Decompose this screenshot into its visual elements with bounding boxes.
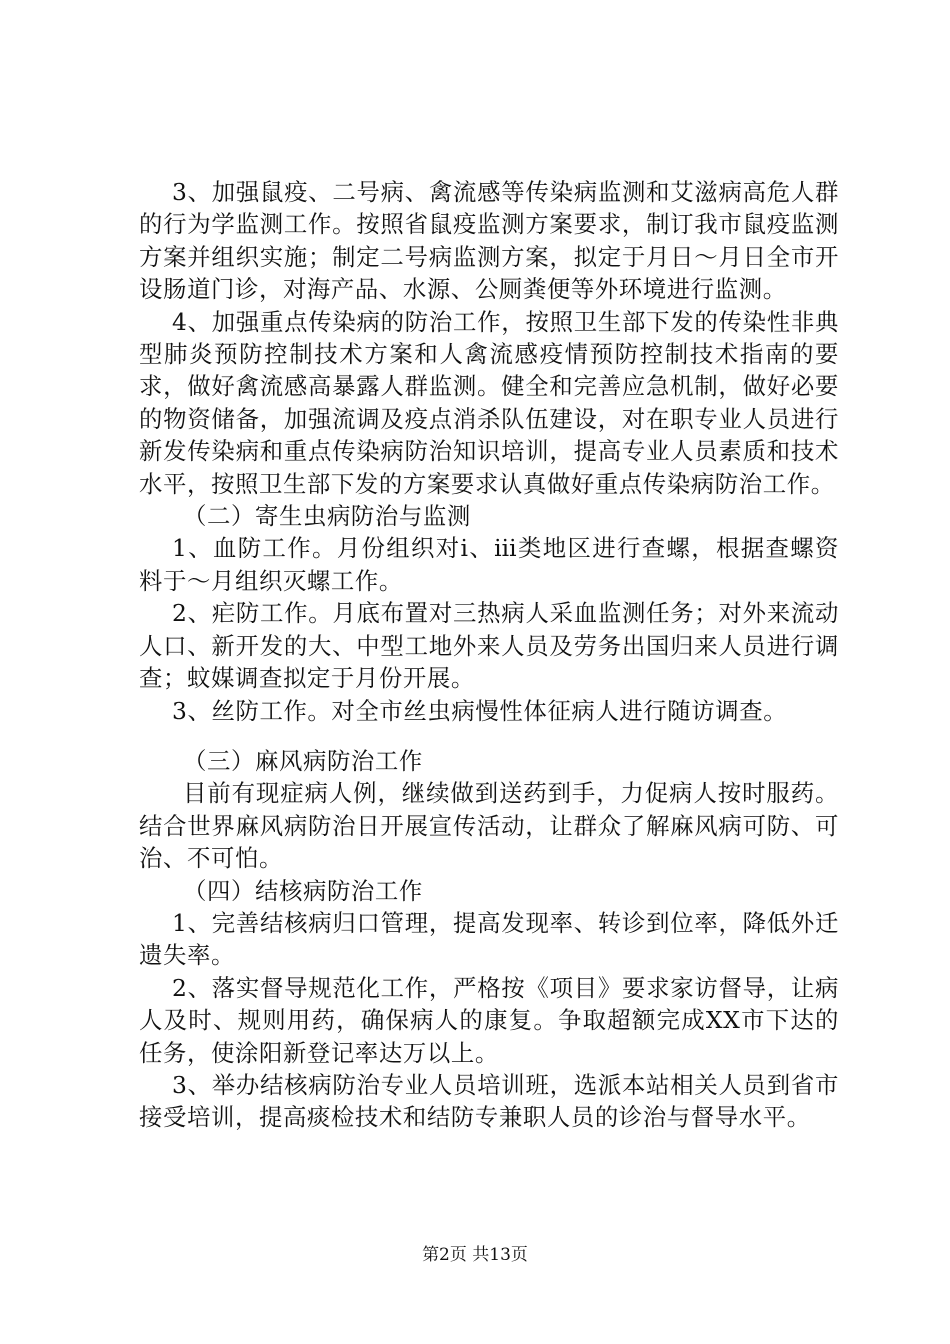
paragraph-leprosy: 目前有现症病人例，继续做到送药到手，力促病人按时服药。结合世界麻风病防治日开展宣传活动，让群众了解麻风病可防、可治、不可怕。 — [139, 779, 839, 873]
paragraph-malaria: 2、疟防工作。月底布置对三热病人采血监测任务；对外来流动人口、新开发的大、中型工地外来人员及劳务出国归来人员进行调查；蚊媒调查拟定于月份开展。 — [139, 599, 839, 693]
page-number-footer: 第2页 共13页 — [422, 1245, 528, 1265]
paragraph-tb-training: 3、举办结核病防治专业人员培训班，选派本站相关人员到省市接受培训，提高痰检技术和结防专兼职人员的诊治与督导水平。 — [139, 1070, 839, 1132]
paragraph-tb-management: 1、完善结核病归口管理，提高发现率、转诊到位率，降低外迁遗失率。 — [139, 908, 839, 970]
paragraph-surveillance: 3、加强鼠疫、二号病、禽流感等传染病监测和艾滋病高危人群的行为学监测工作。按照省鼠疫监测方案要求，制订我市鼠疫监测方案并组织实施；制定二号病监测方案，拟定于月日～月日全市开设肠道门诊，对海产品、水源、公厕粪便等外环境进行监测。 — [139, 178, 839, 304]
paragraph-schistosomiasis: 1、血防工作。月份组织对ⅰ、ⅲ类地区进行查螺，根据查螺资料于～月组织灭螺工作。 — [139, 534, 839, 595]
paragraph-filariasis: 3、丝防工作。对全市丝虫病慢性体征病人进行随访调查。 — [172, 696, 788, 725]
document-body — [139, 176, 839, 1134]
section-heading-tuberculosis: （四）结核病防治工作 — [183, 876, 423, 905]
paragraph-tb-supervision: 2、落实督导规范化工作，严格按《项目》要求家访督导，让病人及时、规则用药，确保病人的康复。争取超额完成XX市下达的任务，使涂阳新登记率达万以上。 — [139, 973, 839, 1067]
blank-line — [139, 727, 839, 745]
section-heading-parasitic: （二）寄生虫病防治与监测 — [183, 502, 471, 531]
section-heading-leprosy: （三）麻风病防治工作 — [183, 746, 423, 775]
paragraph-key-diseases: 4、加强重点传染病的防治工作，按照卫生部下发的传染性非典型肺炎预防控制技术方案和人禽流感疫情预防控制技术指南的要求，做好禽流感高暴露人群监测。健全和完善应急机制，做好必要的物资储备，加强流调及疫点消杀队伍建设，对在职专业人员进行新发传染病和重点传染病防治知识培训，提高专业人员素质和技术水平，按照卫生部下发的方案要求认真做好重点传染病防治工作。 — [139, 307, 839, 498]
